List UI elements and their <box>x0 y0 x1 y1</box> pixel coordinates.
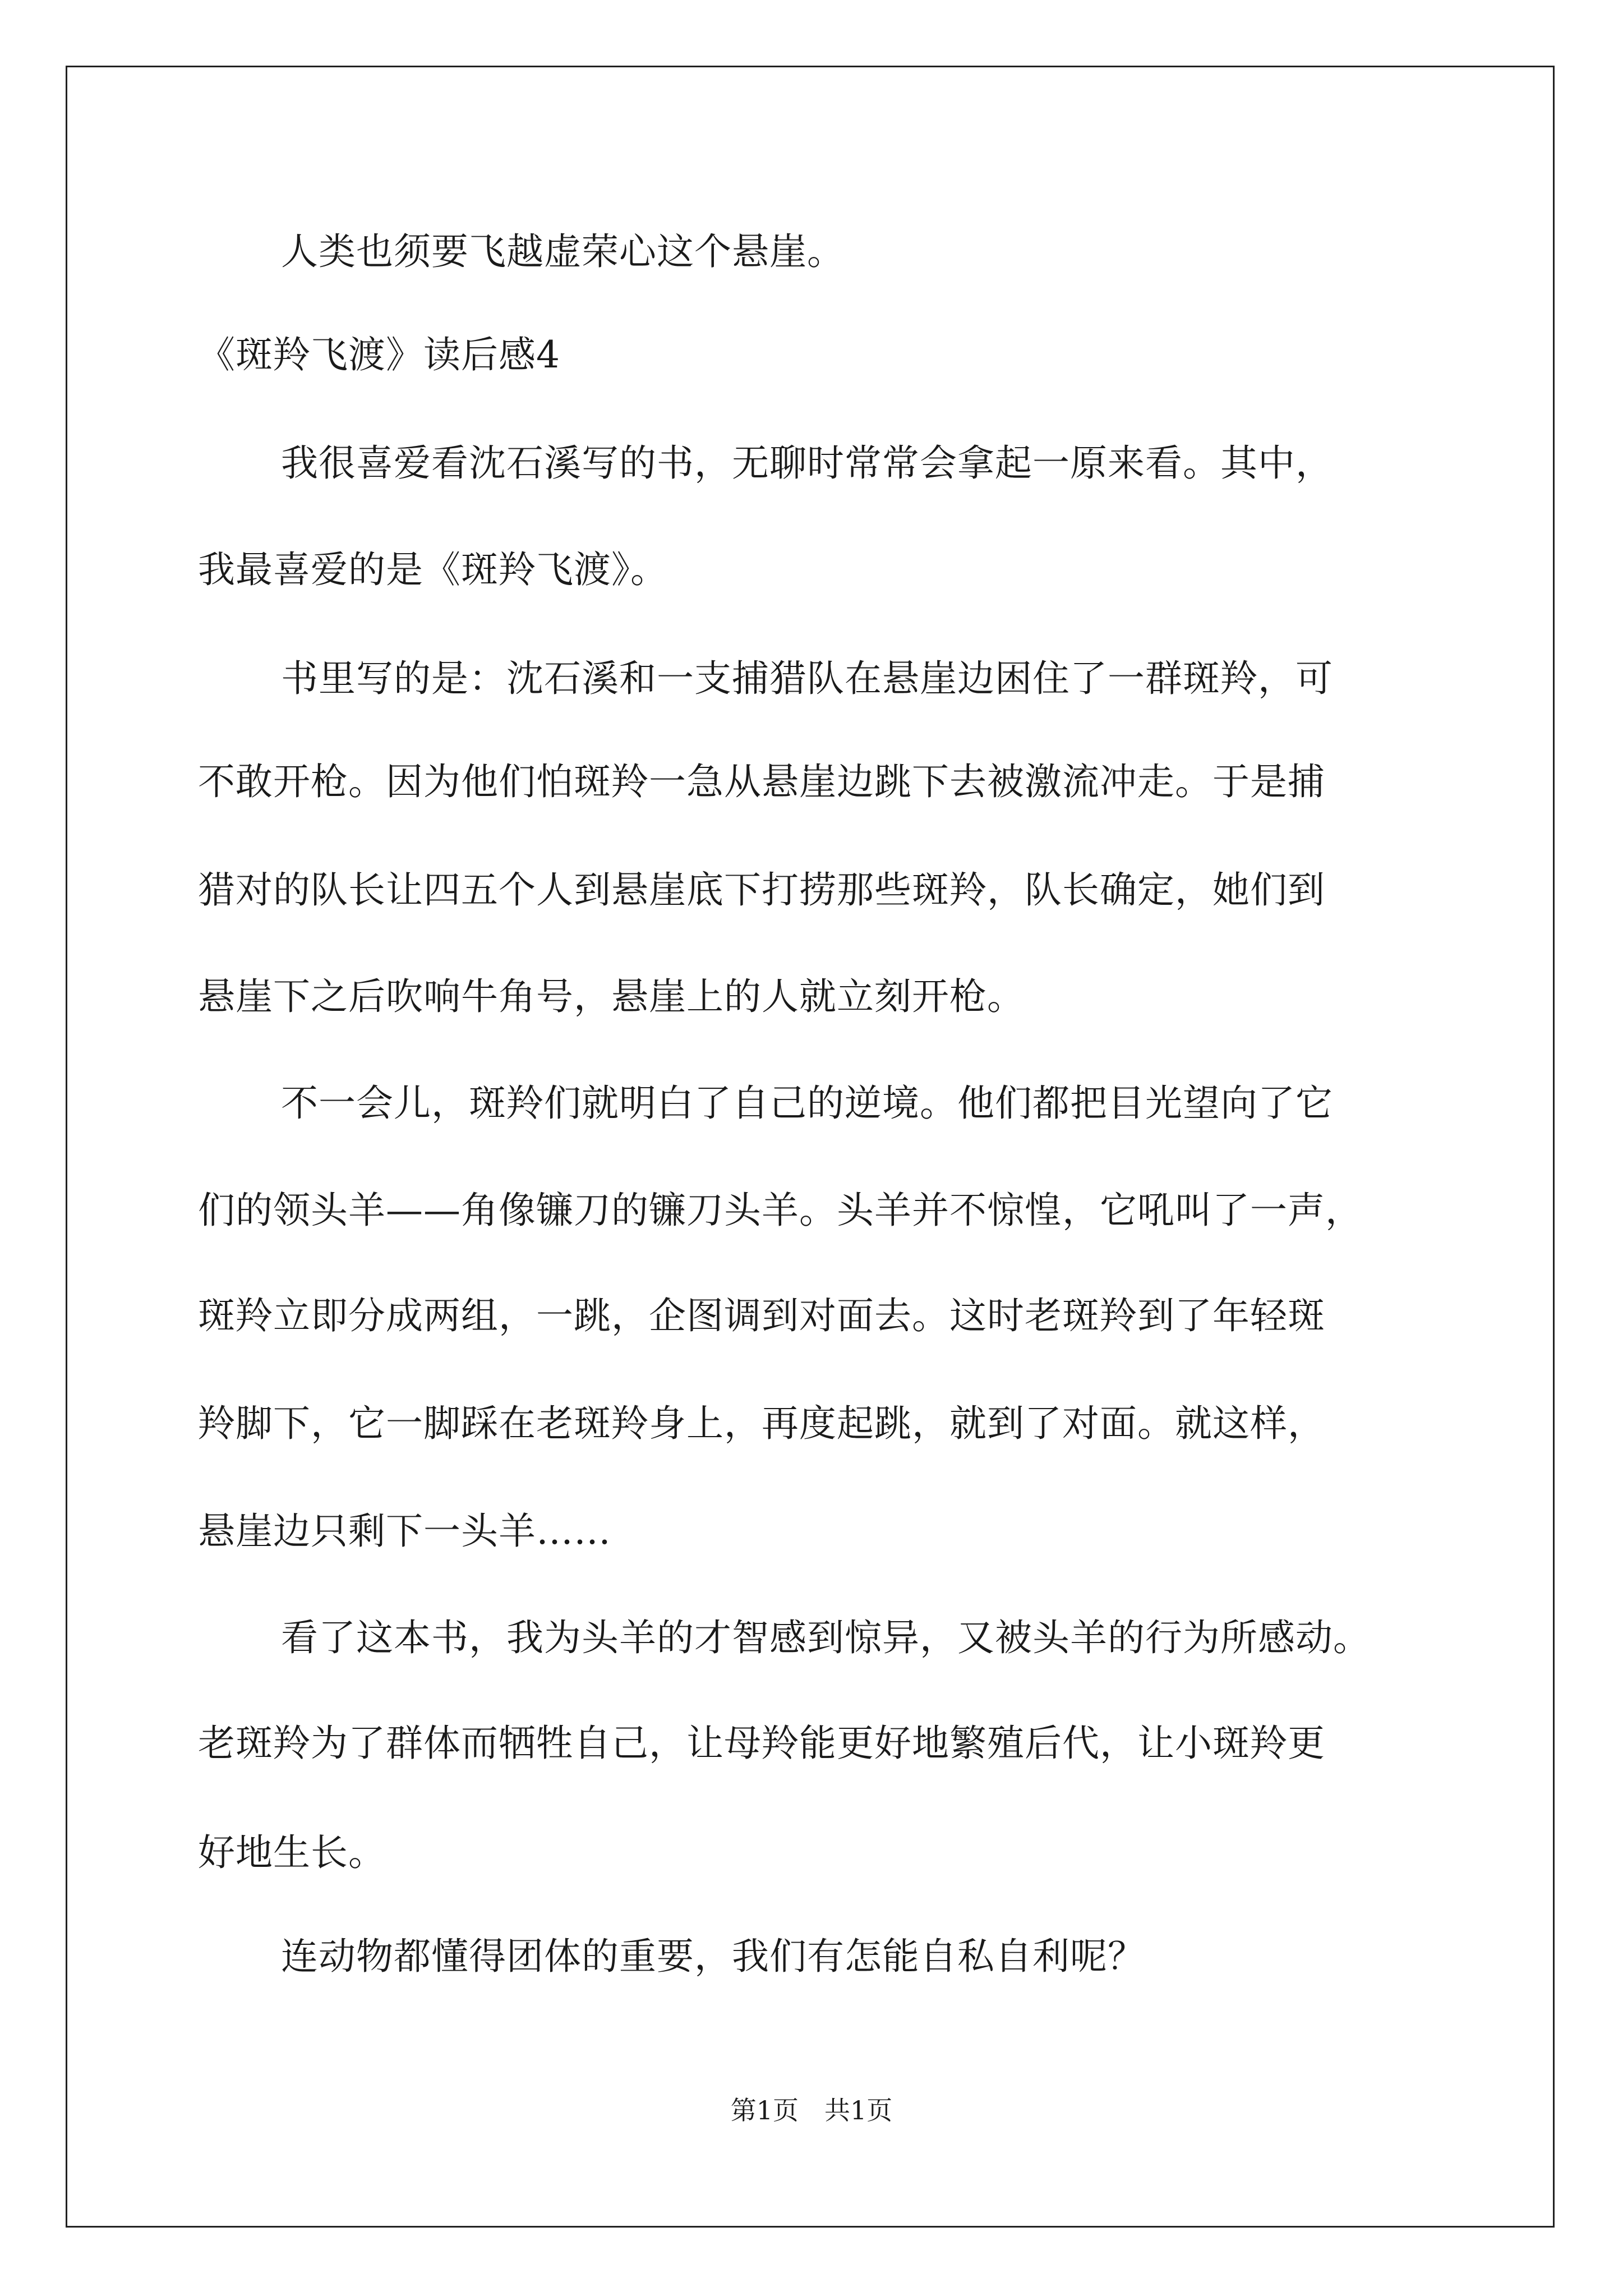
paragraph-line: 不一会儿，斑羚们就明白了自己的逆境。他们都把目光望向了它 <box>281 1082 1333 1125</box>
section-heading: 《斑羚飞渡》读后感4 <box>198 333 560 376</box>
paragraph-line: 看了这本书，我为头羊的才智感到惊异，又被头羊的行为所感动。 <box>281 1616 1371 1659</box>
paragraph-line: 们的领头羊——角像镰刀的镰刀头羊。头羊并不惊惶，它吼叫了一声， <box>198 1189 1363 1232</box>
paragraph-line: 书里写的是：沈石溪和一支捕猎队在悬崖边困住了一群斑羚，可 <box>281 657 1333 700</box>
paragraph-line: 我最喜爱的是《斑羚飞渡》。 <box>198 548 668 591</box>
paragraph-line: 连动物都懂得团体的重要，我们有怎能自私自利呢？ <box>281 1935 1145 1978</box>
paragraph-line: 不敢开枪。因为他们怕斑羚一急从悬崖边跳下去被激流冲走。于是捕 <box>198 760 1325 803</box>
paragraph-line: 老斑羚为了群体而牺牲自己，让母羚能更好地繁殖后代，让小斑羚更 <box>198 1722 1325 1765</box>
paragraph-line: 我很喜爱看沈石溪写的书，无聊时常常会拿起一原来看。其中， <box>281 441 1333 485</box>
paragraph-line: 猎对的队长让四五个人到悬崖底下打捞那些斑羚，队长确定，她们到 <box>198 868 1325 912</box>
page-border <box>66 66 1555 2228</box>
paragraph-line: 人类也须要飞越虚荣心这个悬崖。 <box>281 230 845 273</box>
paragraph-line: 斑羚立即分成两组，一跳，企图调到对面去。这时老斑羚到了年轻斑 <box>198 1294 1325 1337</box>
paragraph-line: 悬崖下之后吹响牛角号，悬崖上的人就立刻开枪。 <box>198 975 1025 1018</box>
page-number-footer: 第1页 共1页 <box>730 2095 893 2125</box>
paragraph-line: 羚脚下，它一脚踩在老斑羚身上，再度起跳，就到了对面。就这样， <box>198 1402 1325 1445</box>
paragraph-line: 好地生长。 <box>198 1831 386 1874</box>
paragraph-line: 悬崖边只剩下一头羊…… <box>198 1510 611 1553</box>
